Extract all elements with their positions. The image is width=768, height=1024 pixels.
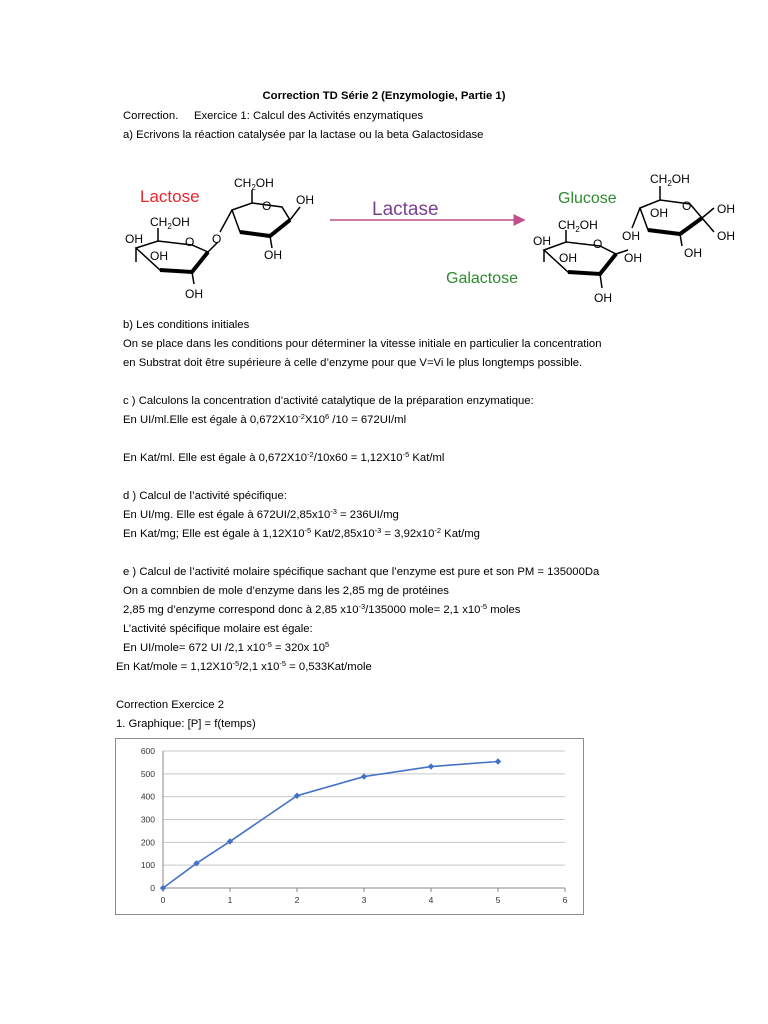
lactose-galactose-ring <box>136 228 218 284</box>
galactose-oh-bottom: OH <box>594 291 612 305</box>
product-time-chart <box>115 738 584 915</box>
lactose-oh-right: OH <box>296 193 314 207</box>
y-tick-label: 400 <box>140 791 155 802</box>
glucose-oh-bottom: OH <box>684 246 702 260</box>
data-point <box>495 758 501 764</box>
lactose-ring-o-bottom: O <box>185 235 195 249</box>
x-tick-label: 1 <box>227 895 233 905</box>
galactose-ring <box>544 230 628 288</box>
lactose-ho-left: OH <box>125 232 143 246</box>
y-tick-label: 500 <box>140 768 155 779</box>
lactose-oh-low: OH <box>185 287 203 301</box>
lactose-label: Lactose <box>140 187 200 206</box>
lactose-ring-o-top: O <box>262 199 272 213</box>
y-tick-label: 200 <box>140 837 155 848</box>
x-tick-label: 5 <box>495 895 501 905</box>
question-e-line1: On a comnbien de mole d’enzyme dans les 2,85 mg de protéines <box>123 585 449 597</box>
y-tick-label: 300 <box>140 814 155 825</box>
reaction-diagram <box>0 0 768 320</box>
x-tick-label: 2 <box>294 895 300 905</box>
question-c-ui: En UI/ml.Elle est égale à $0,672X10^{-2}X10^6$ /10 = 672UI/ml <box>123 412 407 426</box>
enzyme-label: Lactase <box>372 199 439 220</box>
galactose-oh-mid: OH <box>559 251 577 265</box>
glucose-oh-left: OH <box>622 229 640 243</box>
glucose-label: Glucose <box>558 190 617 207</box>
question-e-line3: L’activité spécifique molaire est égale: <box>123 623 313 635</box>
lactose-ch2oh-top: $CH_2OH$ <box>234 176 274 192</box>
galactose-ch2oh: $CH_2OH$ <box>558 218 598 234</box>
lactose-oh-bottom: OH <box>264 248 282 262</box>
exercise-1-title: Exercice 1: Calcul des Activités enzymatiques <box>193 110 424 122</box>
galactose-label: Galactose <box>446 270 519 287</box>
question-c-heading: c ) Calculons la concentration d’activité catalytique de la préparation enzymatique: <box>123 395 534 407</box>
question-e-line4: En UI/mole= 672 UI /2,1 $x10^{-5} = 320x$ $10^5$ <box>123 640 330 654</box>
exercise-2-item1: 1. Graphique: [P] = f(temps) <box>116 718 256 730</box>
x-tick-label: 3 <box>361 895 367 905</box>
question-d-heading: d ) Calcul de l’activité spécifique: <box>123 490 287 502</box>
question-b-line1: On se place dans les conditions pour déterminer la vitesse initiale en particulier la concentration <box>123 338 602 350</box>
question-c-kat: En Kat/ml. Elle est égale à $0,672X10^{-2}/10x60 = 1,12X10^{-5}$ Kat/ml <box>123 450 445 464</box>
data-point <box>361 773 367 779</box>
glucose-oh-right: OH <box>717 229 735 243</box>
question-d-kat: En Kat/mg; Elle est égale à $1,12X10^{-5}$ Kat/$2,85x10^{-3} = 3,92x10^{-2}$ Kat/mg <box>123 526 480 540</box>
glucose-ring <box>632 186 714 246</box>
glucose-oh-right-top: OH <box>717 202 735 216</box>
question-d-ui: En UI/mg. Elle est égale à $672UI/2,85x10^{-3} = 236UI/mg$ <box>123 507 399 521</box>
question-e-heading: e ) Calcul de l’activité molaire spécifique sachant que l’enzyme est pure et son PM = 135000Da <box>123 566 600 578</box>
glucose-ring-o: O <box>682 199 692 213</box>
lactose-ch2oh-bottom: $CH_2OH$ <box>150 215 190 231</box>
y-tick-label: 100 <box>140 860 155 871</box>
question-e-line2: 2,85 mg d’enzyme correspond donc à 2,85 $x10^{-3}/135000$ mole= 2,1 $x10^{-5}$ moles <box>123 602 521 616</box>
lactose-oh-mid: OH <box>150 249 168 263</box>
question-a: a) Ecrivons la réaction catalysée par la lactase ou la beta Galactosidase <box>123 129 484 141</box>
lactose-glycosidic-o: O <box>212 232 222 246</box>
x-tick-label: 6 <box>562 895 568 905</box>
question-b-heading: b) Les conditions initiales <box>123 319 250 331</box>
glucose-oh-mid: OH <box>650 206 668 220</box>
question-e-line5: En Kat/mole = $1,12X10^{-5}/2,1$ $x10^{-5}$ = 0,533Kat/mole <box>116 659 372 673</box>
lactose-glucose-ring <box>220 190 300 248</box>
y-tick-label: 0 <box>150 883 155 893</box>
series-line <box>163 762 498 888</box>
x-tick-label: 0 <box>160 895 166 905</box>
chart-plot <box>116 739 583 914</box>
question-b-line2: en Substrat doit être supérieure à celle d’enzyme pour que V=Vi le plus longtemps possible. <box>123 357 583 369</box>
galactose-ho-left: OH <box>533 234 551 248</box>
page-title: Correction TD Série 2 (Enzymologie, Partie 1) <box>262 90 506 102</box>
data-point <box>428 763 434 769</box>
glucose-ch2oh: $CH_2OH$ <box>650 172 690 188</box>
y-tick-label: 600 <box>140 746 155 756</box>
galactose-oh-right: OH <box>624 251 642 265</box>
exercise-2-heading: Correction Exercice 2 <box>116 699 224 711</box>
correction-label: Correction. <box>123 110 179 122</box>
x-tick-label: 4 <box>428 895 434 905</box>
galactose-ring-o: O <box>593 237 603 251</box>
